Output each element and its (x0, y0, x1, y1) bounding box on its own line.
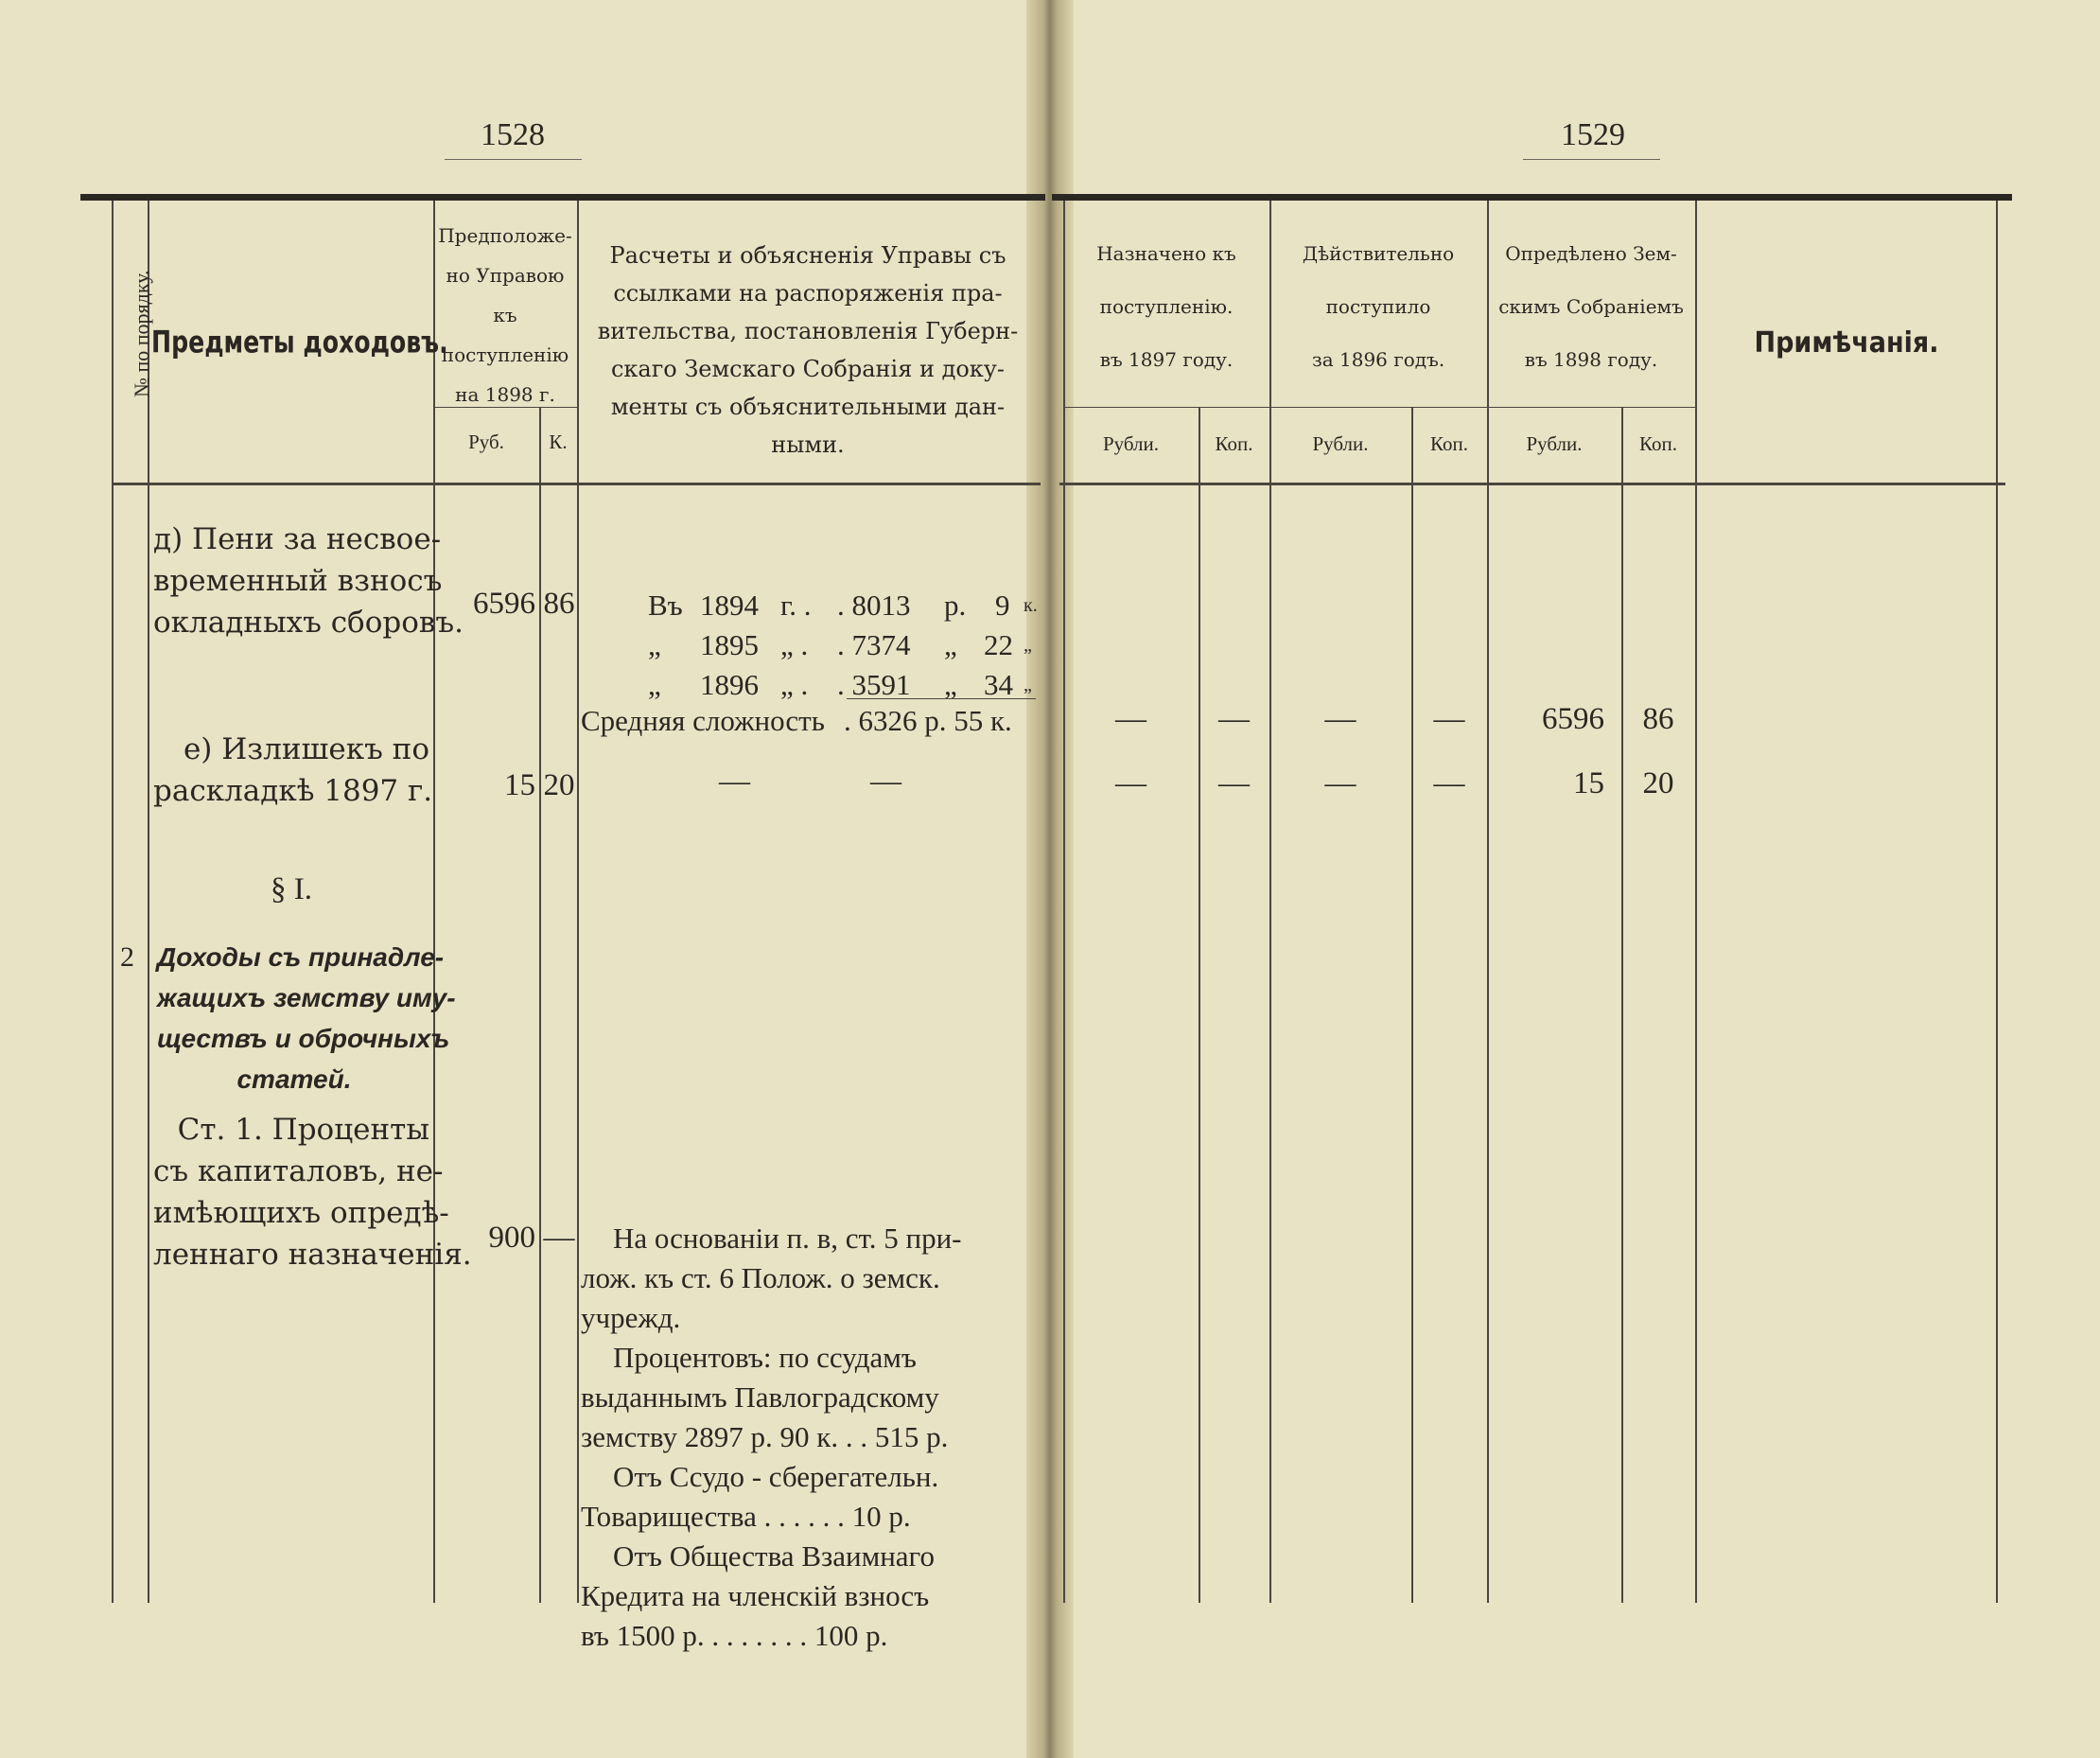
article-1-calc-line-11: въ 1500 р. . . . . . . . 100 р. (581, 1619, 888, 1652)
header-assigned-line-3: въ 1897 году. (1099, 348, 1234, 371)
header-actual-rubli: Рубли. (1312, 432, 1369, 455)
article-1-calc-line-5: выданнымъ Павлоградскому (581, 1380, 939, 1414)
calc-kk: к. (1024, 595, 1038, 616)
top-rule-left (80, 194, 1045, 201)
page-number-right-rule (1523, 159, 1660, 160)
article-1-kop: — (543, 1221, 575, 1255)
row-e-actual-kop: — (1433, 766, 1465, 800)
header-actual-kop: Коп. (1430, 432, 1468, 455)
article-1-calc-line-6: земству 2897 р. 90 к. . . 515 р. (581, 1420, 949, 1453)
header-proposed-rub: Руб. (468, 431, 504, 453)
col-line-5 (1063, 201, 1065, 1603)
header-proposed-line-2: но Управою къ (446, 264, 565, 326)
header-bottom-rule-left (112, 483, 1041, 485)
header-assigned-rubli: Рубли. (1102, 432, 1160, 455)
article-1-calc-line-4: Процентовъ: по ссудамъ (613, 1341, 917, 1374)
row-e-determined-rub: 15 (1573, 766, 1604, 800)
calc-k: 22 (984, 628, 1013, 661)
calc-sum: . 3591 (837, 668, 911, 701)
col-line-4 (577, 201, 579, 1603)
row-e-assigned-rub: — (1115, 766, 1146, 800)
row-d-label-line-2: временный взносъ (153, 564, 443, 598)
calc-sum: . 7374 (837, 628, 911, 661)
col-line-0 (112, 201, 114, 1603)
col-line-1 (148, 201, 149, 1603)
page-number-left-rule (445, 159, 582, 160)
header-proposed-line-3: поступленію (441, 343, 569, 366)
row-e-determined-kop: 20 (1642, 766, 1674, 800)
calc-sum: . 8013 (837, 589, 911, 622)
header-determined (1487, 227, 1695, 386)
row-d-actual-kop: — (1433, 702, 1465, 736)
header-determined-line-2: скимъ Собраніемъ (1498, 295, 1684, 318)
header-actual-line-1: Дѣйствительно (1302, 242, 1455, 265)
top-rule-right (1052, 194, 2012, 201)
article-1-calc-line-8: Товарищества . . . . . . 10 р. (581, 1500, 911, 1533)
article-1-rub: 900 (488, 1221, 535, 1255)
row-d-assigned-kop: — (1218, 702, 1250, 736)
section-title-line-3: ществъ и оброчныхъ (157, 1024, 450, 1053)
header-determined-line-1: Опредѣлено Зем- (1505, 242, 1677, 265)
calc-prefix: „ (648, 628, 661, 661)
calc-g: „ . (780, 628, 809, 661)
header-assigned (1063, 227, 1269, 386)
article-1-calc-line-9: Отъ Общества Взаимнаго (613, 1539, 936, 1573)
row-e-label-line-2: раскладкѣ 1897 г. (153, 774, 433, 808)
section-title-line-2: жащихъ земству иму- (157, 983, 456, 1012)
calc-r: „ (944, 668, 957, 701)
header-explanations-line-2: ссылками на распоряженія пра- (613, 280, 1003, 307)
header-explanations-line-1: Расчеты и объясненія Управы съ (609, 242, 1006, 269)
row-e-kop: 20 (543, 768, 575, 802)
row-e-label (153, 729, 433, 812)
calc-g: г. . (780, 589, 812, 622)
row-e-calc-dash-1: — (719, 765, 750, 799)
article-1-label-line-3: имѣющихъ опредѣ- (153, 1196, 449, 1230)
row-d-assigned-rub: — (1115, 702, 1146, 736)
calc-prefix: „ (648, 668, 661, 701)
header-explanations-line-4: скаго Земскаго Собранія и доку- (610, 356, 1006, 382)
header-bottom-rule-right (1059, 483, 2005, 485)
article-1-calc (581, 1219, 1037, 1656)
header-explanations-line-5: менты съ объяснительными дан- (610, 394, 1006, 420)
row-e-rub: 15 (504, 768, 535, 802)
col-line-7 (1269, 201, 1271, 1603)
article-1-calc-line-2: лож. къ ст. 6 Полож. о земск. (581, 1261, 940, 1294)
header-actual (1269, 227, 1487, 386)
calc-g: „ . (780, 668, 809, 701)
col-line-9 (1487, 201, 1489, 1603)
row-d-avg-value: . 6326 р. 55 к. (844, 704, 1012, 737)
article-1-calc-line-3: учрежд. (581, 1301, 681, 1334)
calc-r: р. (944, 589, 967, 622)
row-d-determined-rub: 6596 (1542, 702, 1604, 736)
header-proposed (433, 216, 577, 414)
calc-year: 1894 (700, 589, 759, 622)
calc-year: 1896 (700, 668, 759, 701)
page-number-left: 1528 (481, 117, 545, 152)
header-determined-rubli: Рубли. (1526, 432, 1583, 455)
col-line-8 (1411, 407, 1413, 1603)
calc-line-1894 (586, 585, 1041, 624)
article-1-label-line-4: леннаго назначенія. (153, 1238, 472, 1272)
header-explanations (581, 237, 1035, 464)
header-assigned-line-2: поступленію. (1099, 295, 1234, 318)
header-determined-line-3: въ 1898 году. (1524, 348, 1658, 371)
row-e-calc-dash-2: — (870, 765, 901, 799)
calc-line-1895 (586, 624, 1041, 664)
header-actual-line-3: за 1896 годъ. (1311, 348, 1445, 371)
col-line-11 (1695, 201, 1697, 1603)
header-notes: Примѣчанія. (1754, 326, 1939, 360)
row-d-actual-rub: — (1324, 702, 1356, 736)
article-1-calc-line-10: Кредита на членскій взносъ (581, 1579, 930, 1612)
row-d-label-line-3: окладныхъ сборовъ. (153, 606, 464, 640)
calc-prefix: Въ (648, 589, 683, 622)
section-number: 2 (120, 941, 134, 973)
row-d-label-line-1: д) Пени за несвое- (153, 522, 442, 556)
article-1-label-line-2: съ капиталовъ, не- (153, 1154, 444, 1188)
row-e-assigned-kop: — (1218, 766, 1250, 800)
calc-kk: „ (1024, 635, 1032, 656)
row-d-calc (586, 585, 1041, 704)
article-1-calc-line-1: На основаніи п. в, ст. 5 при- (613, 1222, 962, 1255)
row-d-avg-label: Средняя сложность (581, 704, 825, 737)
row-d-determined-kop: 86 (1642, 702, 1674, 736)
row-e-label-line-1: е) Излишекъ по (183, 732, 429, 766)
col-line-6 (1199, 407, 1200, 1603)
header-proposed-line-1: Предположе- (438, 224, 572, 247)
calc-sum-rule (847, 698, 1036, 699)
calc-year: 1895 (700, 628, 759, 661)
header-explanations-line-6: ными. (771, 431, 845, 458)
section-heading: § I. (271, 872, 312, 906)
header-assigned-kop: Коп. (1215, 432, 1253, 455)
section-title-line-4: статей. (236, 1064, 352, 1094)
col-line-10 (1621, 407, 1623, 1603)
section-title (157, 937, 456, 1099)
calc-r: „ (944, 628, 957, 661)
col-line-12 (1996, 201, 1998, 1603)
header-determined-kop: Коп. (1639, 432, 1677, 455)
header-proposed-line-4: на 1898 г. (455, 383, 555, 406)
page-number-right: 1529 (1561, 117, 1625, 152)
row-d-kop: 86 (543, 587, 575, 621)
header-order-no: № по порядку. (130, 270, 153, 397)
header-items: Предметы доходовъ. (151, 324, 448, 360)
row-e-actual-rub: — (1324, 766, 1356, 800)
calc-kk: „ (1024, 675, 1032, 695)
article-1-label (153, 1109, 472, 1275)
calc-k: 9 (995, 589, 1010, 622)
article-1-calc-line-7: Отъ Ссудо - сберегательн. (613, 1460, 939, 1493)
header-proposed-kop: К. (549, 431, 568, 453)
row-d-label (153, 519, 464, 643)
header-actual-line-2: поступило (1325, 295, 1431, 318)
header-assigned-line-1: Назначено къ (1096, 242, 1236, 265)
row-d-rub: 6596 (473, 587, 535, 621)
calc-k: 34 (984, 668, 1013, 701)
section-title-line-1: Доходы съ принадле- (157, 942, 445, 972)
article-1-label-line-1: Ст. 1. Проценты (177, 1113, 429, 1147)
header-explanations-line-3: вительства, постановленія Губерн- (597, 318, 1019, 344)
sub-rule-right (1063, 407, 1695, 408)
